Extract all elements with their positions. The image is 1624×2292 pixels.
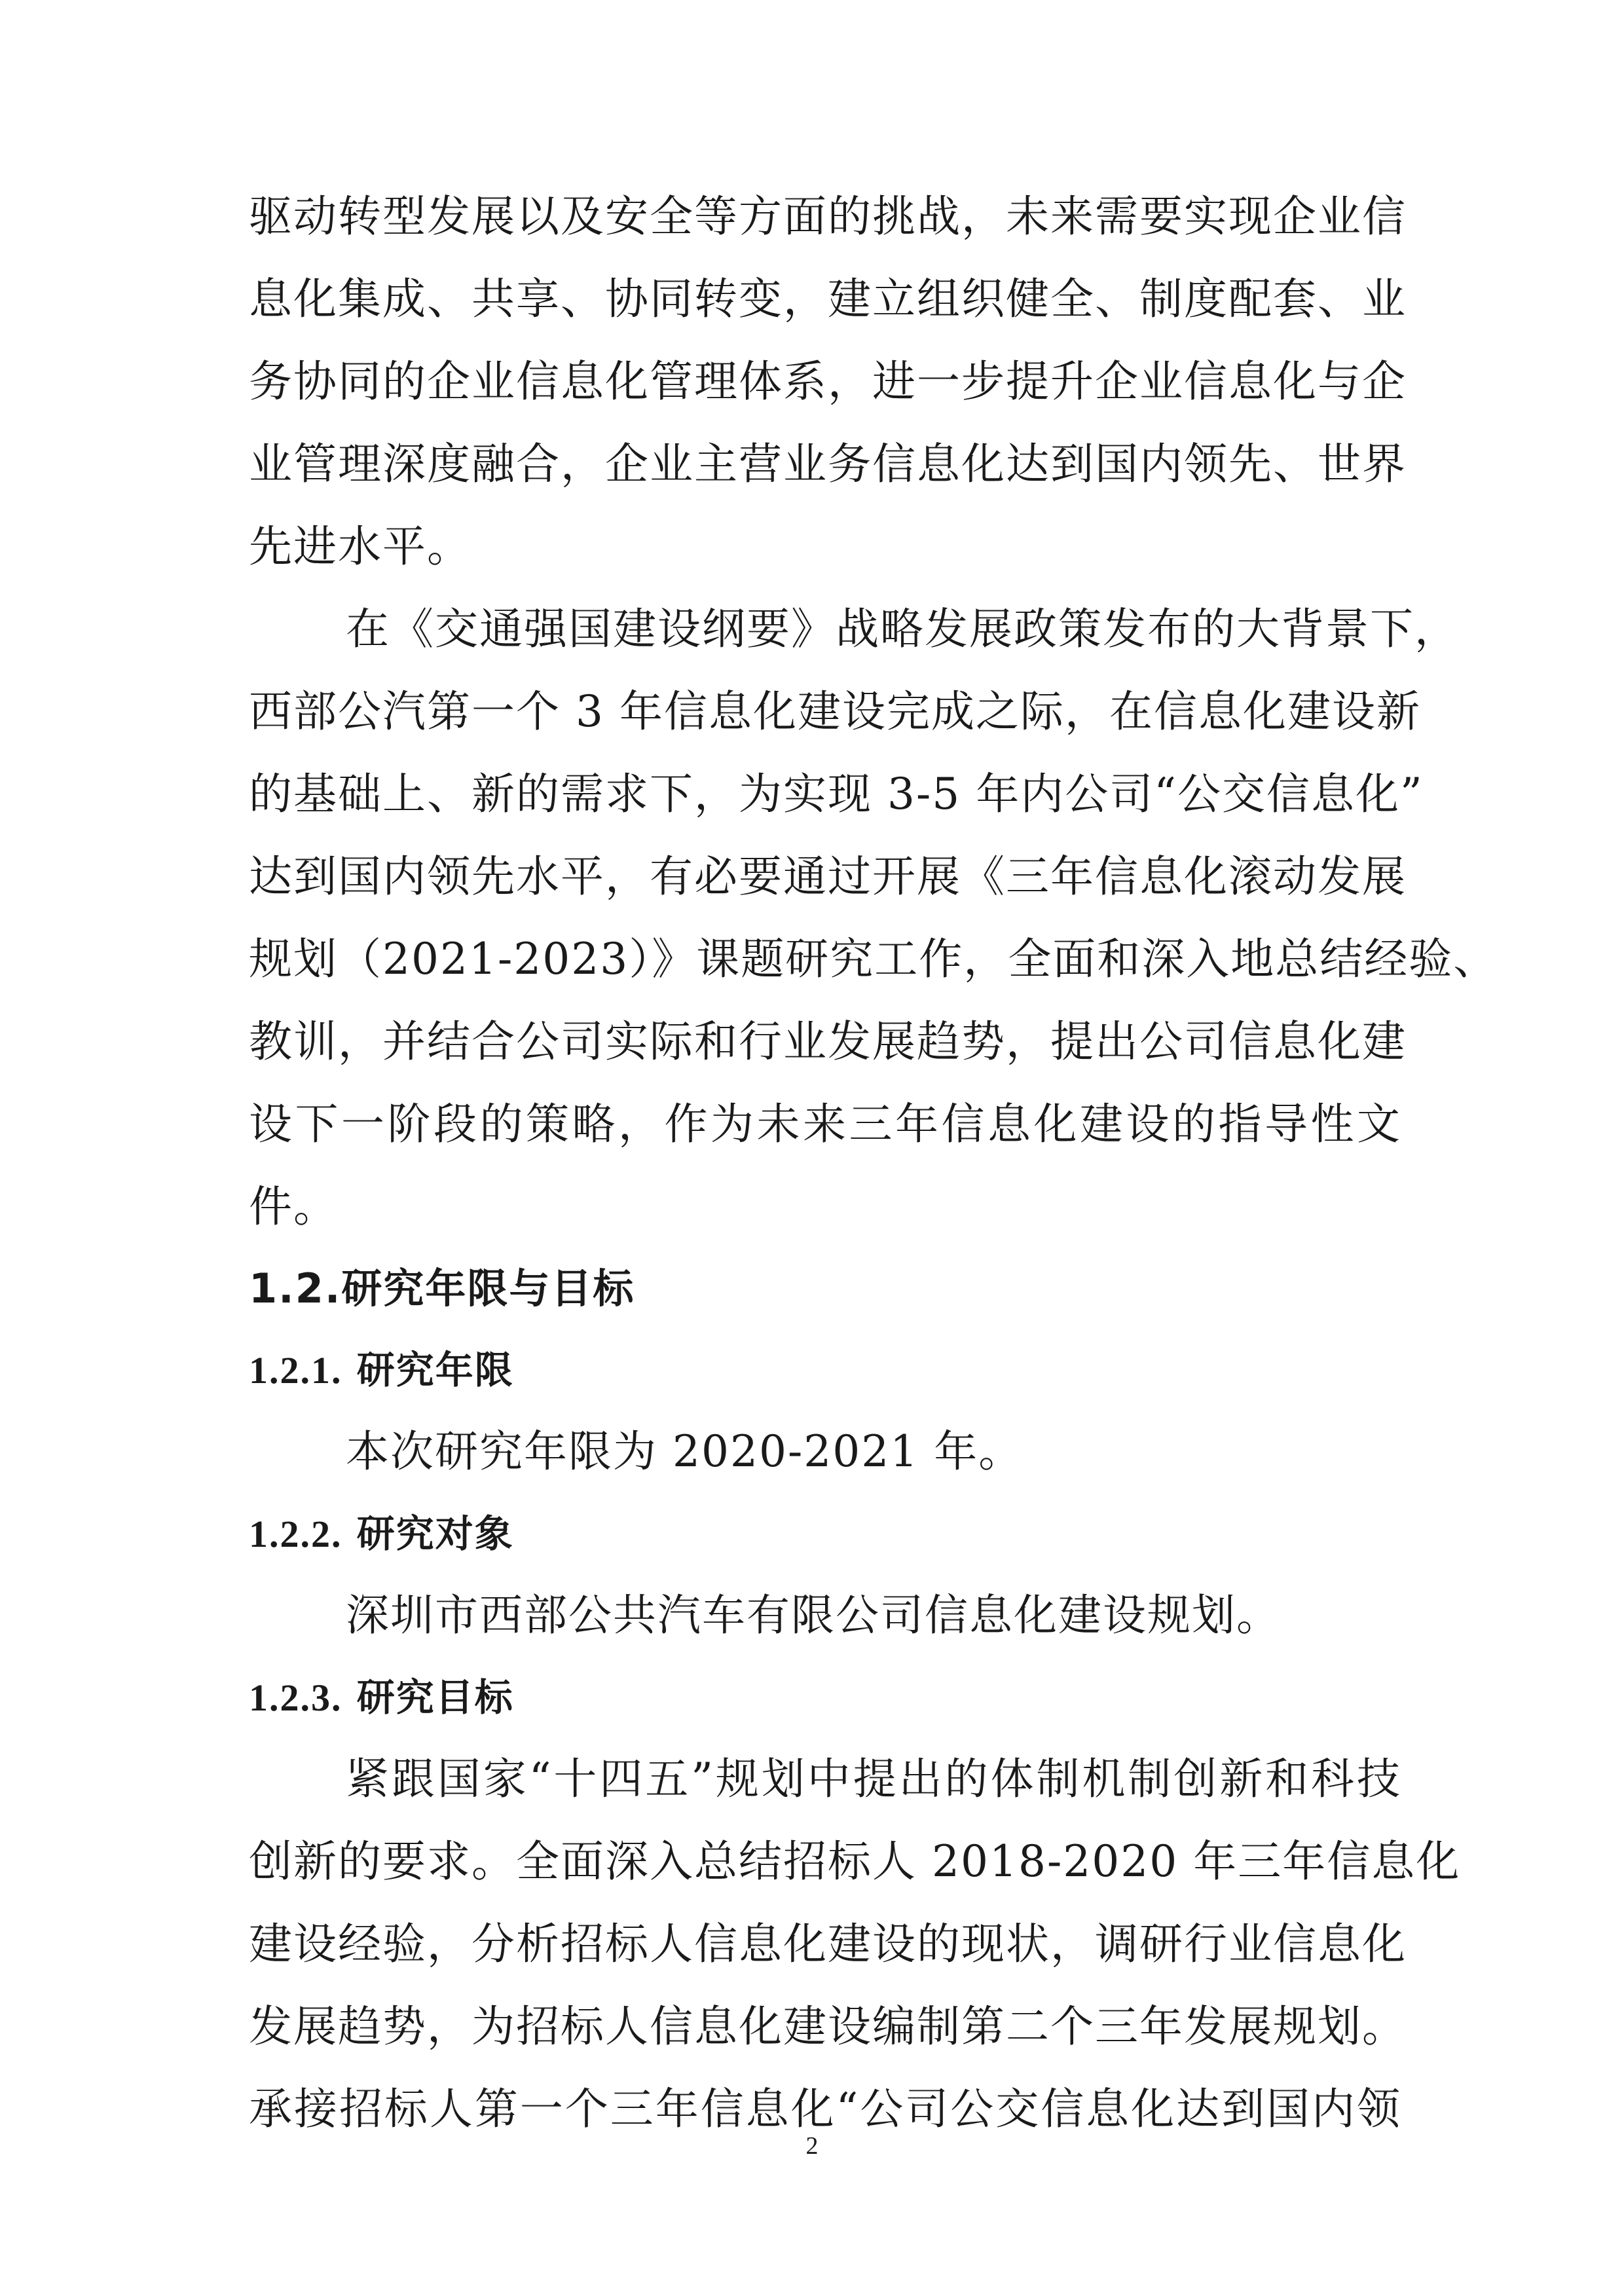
- paragraph-background: [249, 588, 1498, 1248]
- text-line: 本次研究年限为 2020-2021 年。: [346, 1426, 1024, 1477]
- paragraph-continuation: [249, 176, 1407, 588]
- text-line: 业管理深度融合，企业主营业务信息化达到国内领先、世界: [249, 439, 1407, 489]
- text-line: 的基础上、新的需求下，为实现 3-5 年内公司“公交信息化”: [249, 769, 1424, 819]
- page-content: [249, 176, 1498, 2151]
- section-title: 研究对象: [356, 1511, 514, 1556]
- text-line: 教训，并结合公司实际和行业发展趋势，提出公司信息化建: [249, 1016, 1407, 1067]
- text-line: 达到国内领先水平，有必要通过开展《三年信息化滚动发展: [249, 851, 1407, 902]
- text-line: 先进水平。: [249, 521, 471, 572]
- subsection-heading-1-2-1: [249, 1329, 1401, 1411]
- text-line: 件。: [249, 1181, 338, 1232]
- page-number: 2: [805, 2132, 819, 2160]
- text-line: 驱动转型发展以及安全等方面的挑战，未来需要实现企业信: [249, 191, 1407, 242]
- text-line: 务协同的企业信息化管理体系，进一步提升企业信息化与企: [249, 356, 1407, 407]
- text-line: 深圳市西部公共汽车有限公司信息化建设规划。: [346, 1590, 1281, 1640]
- section-title: 研究目标: [356, 1675, 514, 1720]
- paragraph-research-goal: [249, 1738, 1461, 2151]
- section-title: 研究年限: [356, 1348, 514, 1392]
- section-number: 1.2.2.: [249, 1513, 342, 1555]
- text-line: 规划（2021-2023）》课题研究工作，全面和深入地总结经验、: [249, 934, 1498, 984]
- text-line: 紧跟国家“十四五”规划中提出的体制机制创新和科技: [346, 1754, 1401, 1804]
- section-number: 1.2.1.: [249, 1349, 342, 1392]
- text-line: 发展趋势，为招标人信息化建设编制第二个三年发展规划。: [249, 2001, 1407, 2052]
- section-number: 1.2.3.: [249, 1676, 342, 1719]
- text-line: 建设经验，分析招标人信息化建设的现状，调研行业信息化: [249, 1919, 1407, 1969]
- text-line: 承接招标人第一个三年信息化“公司公交信息化达到国内领: [249, 2084, 1401, 2134]
- text-line: 设下一阶段的策略，作为未来三年信息化建设的指导性文: [249, 1099, 1401, 1149]
- text-line: 在《交通强国建设纲要》战略发展政策发布的大背景下，: [346, 604, 1459, 654]
- text-line: 息化集成、共享、协同转变，建立组织健全、制度配套、业: [249, 274, 1407, 324]
- subsection-heading-1-2-3: [249, 1657, 1401, 1738]
- text-line: 西部公汽第一个 3 年信息化建设完成之际，在信息化建设新: [249, 686, 1421, 737]
- text-line: 创新的要求。全面深入总结招标人 2018-2020 年三年信息化: [249, 1836, 1461, 1887]
- section-heading-1-2: 1.2.研究年限与目标: [249, 1265, 635, 1312]
- subsection-heading-1-2-2: [249, 1493, 1401, 1574]
